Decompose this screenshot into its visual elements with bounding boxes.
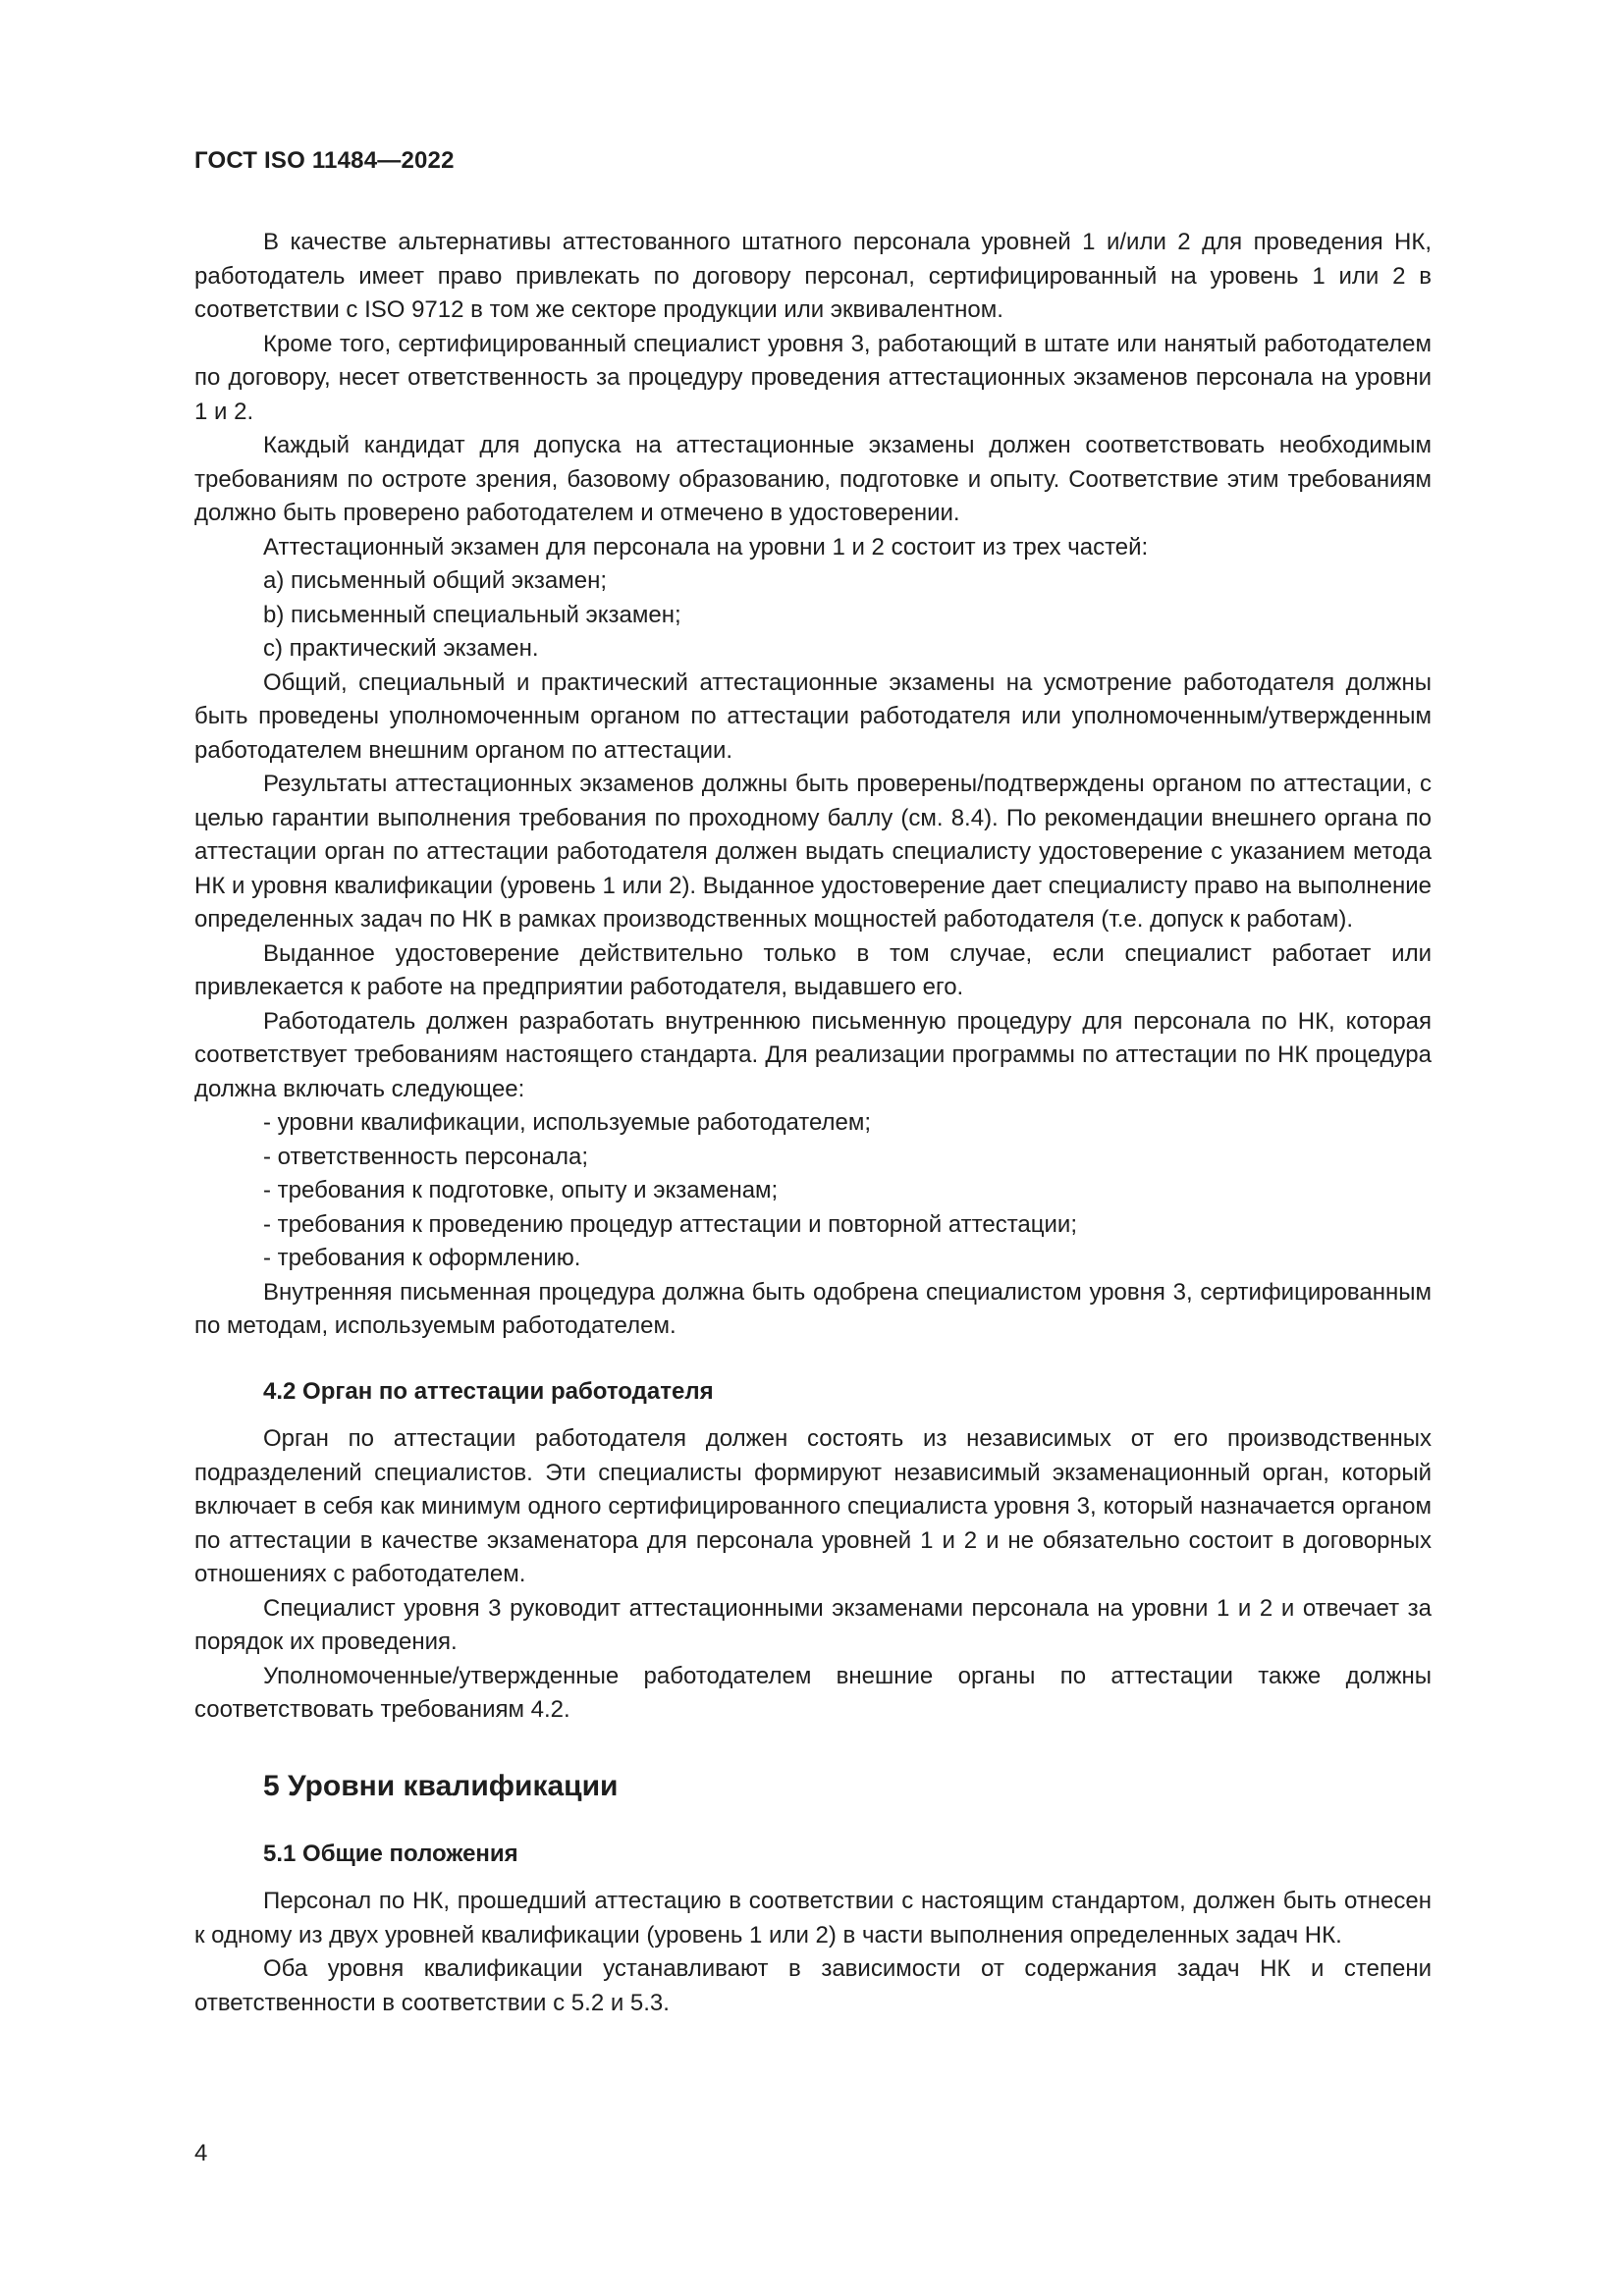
- paragraph: Выданное удостоверение действительно только в том случае, если специалист работает или привлекается к работе на предприятии работодателя, выдавшего его.: [194, 939, 1432, 1000]
- page-number: 4: [194, 2140, 208, 2166]
- paragraph: В качестве альтернативы аттестованного штатного персонала уровней 1 и/или 2 для проведения НК, работодатель имеет право привлекать по договору персонал, сертифицированный на уровень 1 или 2 в соответствии с ISO 9712 в том же секторе продукции или эквивалентном.: [194, 229, 1432, 323]
- section-heading-5-1: 5.1 Общие положения: [263, 1840, 518, 1867]
- list-item: a) письменный общий экзамен;: [263, 567, 608, 594]
- list-item: - ответственность персонала;: [263, 1143, 588, 1170]
- list-item: - уровни квалификации, используемые работодателем;: [263, 1109, 872, 1136]
- paragraph: Каждый кандидат для допуска на аттестационные экзамены должен соответствовать необходимым требованиям по остроте зрения, базовому образованию, подготовке и опыту. Соответствие этим требованиям должно быть проверено работодателем и отмечено в удостоверении.: [194, 432, 1432, 526]
- paragraph: Орган по аттестации работодателя должен состоять из независимых от его производственных подразделений специалистов. Эти специалисты формируют независимый экзаменационный орган, который включает в себя как минимум одного сертифицированного специалиста уровня 3, который назначается органом по аттестации в качестве экзаменатора для персонала уровней 1 и 2 и не обязательно состоит в договорных отношениях с работодателем.: [194, 1425, 1432, 1587]
- paragraph: Внутренняя письменная процедура должна быть одобрена специалистом уровня 3, сертифицированным по методам, используемым работодателем.: [194, 1278, 1432, 1339]
- paragraph: Работодатель должен разработать внутреннюю письменную процедуру для персонала по НК, которая соответствует требованиям настоящего стандарта. Для реализации программы по аттестации по НК процедура должна включать следующее:: [194, 1007, 1432, 1102]
- list-item: c) практический экзамен.: [263, 635, 539, 662]
- document-header: ГОСТ ISO 11484—2022: [194, 147, 455, 174]
- section-heading-5: 5 Уровни квалификации: [263, 1769, 619, 1802]
- page-body: [194, 226, 1432, 2020]
- paragraph: Уполномоченные/утвержденные работодателем внешние органы по аттестации также должны соответствовать требованиям 4.2.: [194, 1662, 1432, 1723]
- section-heading-4-2: 4.2 Орган по аттестации работодателя: [263, 1377, 714, 1405]
- list-item: b) письменный специальный экзамен;: [263, 601, 681, 628]
- paragraph: Аттестационный экзамен для персонала на уровни 1 и 2 состоит из трех частей:: [263, 533, 1149, 561]
- list-item: - требования к проведению процедур аттестации и повторной аттестации;: [263, 1210, 1077, 1238]
- paragraph: Результаты аттестационных экзаменов должны быть проверены/подтверждены органом по аттестации, с целью гарантии выполнения требования по проходному баллу (см. 8.4). По рекомендации внешнего органа по аттестации орган по аттестации работодателя должен выдать специалисту удостоверение с указанием метода НК и уровня квалификации (уровень 1 или 2). Выданное удостоверение дает специалисту право на выполнение определенных задач по НК в рамках производственных мощностей работодателя (т.е. допуск к работам).: [194, 771, 1432, 933]
- paragraph: Общий, специальный и практический аттестационные экзамены на усмотрение работодателя должны быть проведены уполномоченным органом по аттестации работодателя или уполномоченным/утвержденным работодателем внешним органом по аттестации.: [194, 668, 1432, 764]
- paragraph: Персонал по НК, прошедший аттестацию в соответствии с настоящим стандартом, должен быть отнесен к одному из двух уровней квалификации (уровень 1 или 2) в части выполнения определенных задач НК.: [194, 1888, 1432, 1949]
- paragraph: Оба уровня квалификации устанавливают в зависимости от содержания задач НК и степени ответственности в соответствии с 5.2 и 5.3.: [194, 1955, 1432, 2016]
- list-item: - требования к оформлению.: [263, 1245, 581, 1271]
- list-item: - требования к подготовке, опыту и экзаменам;: [263, 1177, 779, 1203]
- paragraph: Кроме того, сертифицированный специалист уровня 3, работающий в штате или нанятый работодателем по договору, несет ответственность за процедуру проведения аттестационных экзаменов персонала на уровни 1 и 2.: [194, 330, 1432, 425]
- paragraph: Специалист уровня 3 руководит аттестационными экзаменами персонала на уровни 1 и 2 и отвечает за порядок их проведения.: [194, 1594, 1432, 1655]
